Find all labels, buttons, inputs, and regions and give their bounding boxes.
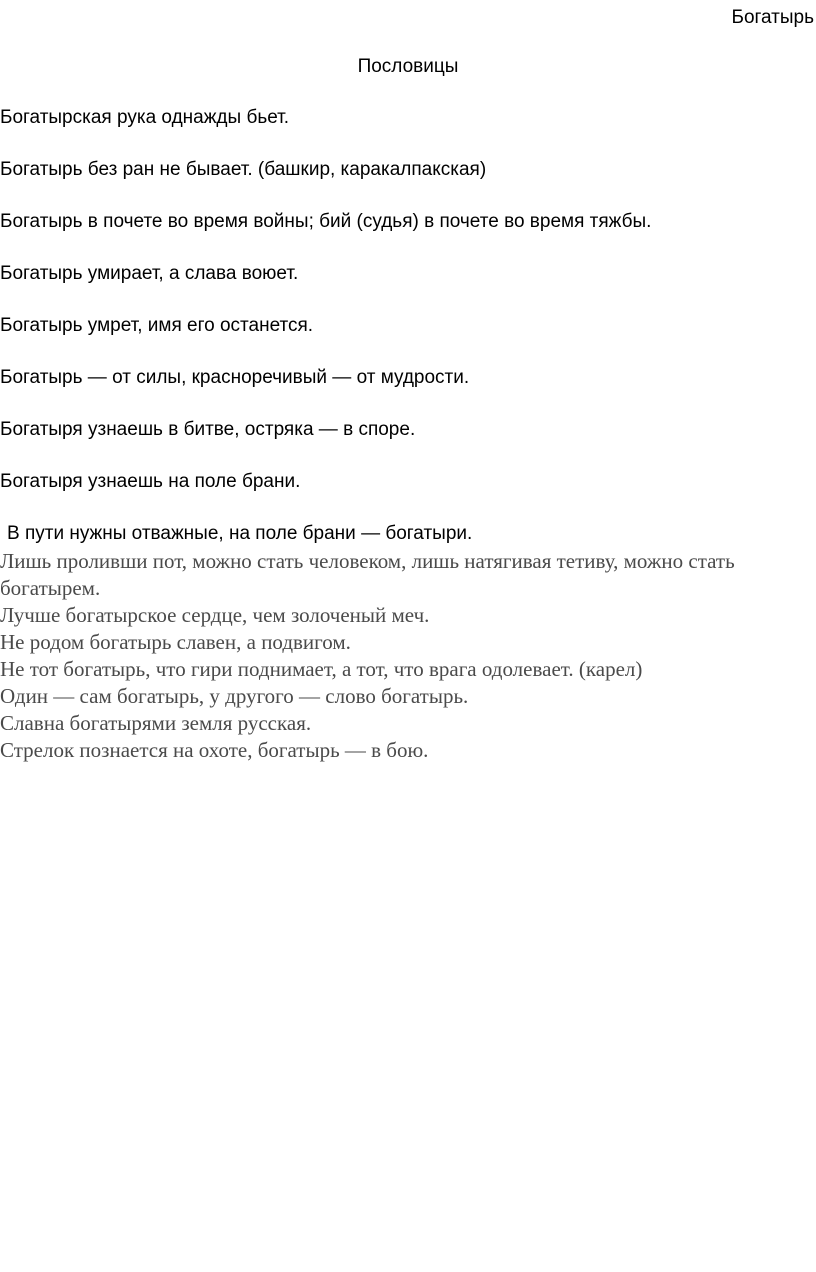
page-header-label: Богатырь xyxy=(731,7,814,28)
proverbs-main-list xyxy=(0,106,816,574)
proverb-item: Богатырь в почете во время войны; бий (судья) в почете во время тяжбы. xyxy=(0,211,652,232)
proverb-item: Богатыря узнаешь в битве, остряка — в споре. xyxy=(0,419,416,440)
proverb-item: В пути нужны отважные, на поле брани — богатыри. xyxy=(7,523,473,544)
proverb-extra-item: Не родом богатырь славен, а подвигом. xyxy=(0,630,351,654)
proverb-extra-item: Не тот богатырь, что гири поднимает, а тот, что врага одолевает. (карел) xyxy=(0,657,643,681)
proverbs-extra-list xyxy=(0,548,812,764)
proverb-item: Богатырь умирает, а слава воюет. xyxy=(0,263,299,284)
proverb-item: Богатырь умрет, имя его останется. xyxy=(0,315,314,336)
proverb-item: Богатырь без ран не бывает. (башкир, каракалпакская) xyxy=(0,159,487,180)
proverb-extra-item: Лучше богатырское сердце, чем золоченый меч. xyxy=(0,603,430,627)
proverb-item: Богатыря узнаешь на поле брани. xyxy=(0,471,301,492)
proverb-extra-item: Лишь проливши пот, можно стать человеком, лишь натягивая тетиву, можно стать богатырем. xyxy=(0,549,735,600)
proverb-extra-item: Славна богатырями земля русская. xyxy=(0,711,312,735)
page-title: Пословицы xyxy=(357,56,459,77)
proverb-extra-item: Один — сам богатырь, у другого — слово богатырь. xyxy=(0,684,469,708)
proverb-extra-item: Стрелок познается на охоте, богатырь — в бою. xyxy=(0,738,429,762)
proverb-item: Богатырская рука однажды бьет. xyxy=(0,107,290,128)
proverb-item: Богатырь — от силы, красноречивый — от мудрости. xyxy=(0,367,470,388)
